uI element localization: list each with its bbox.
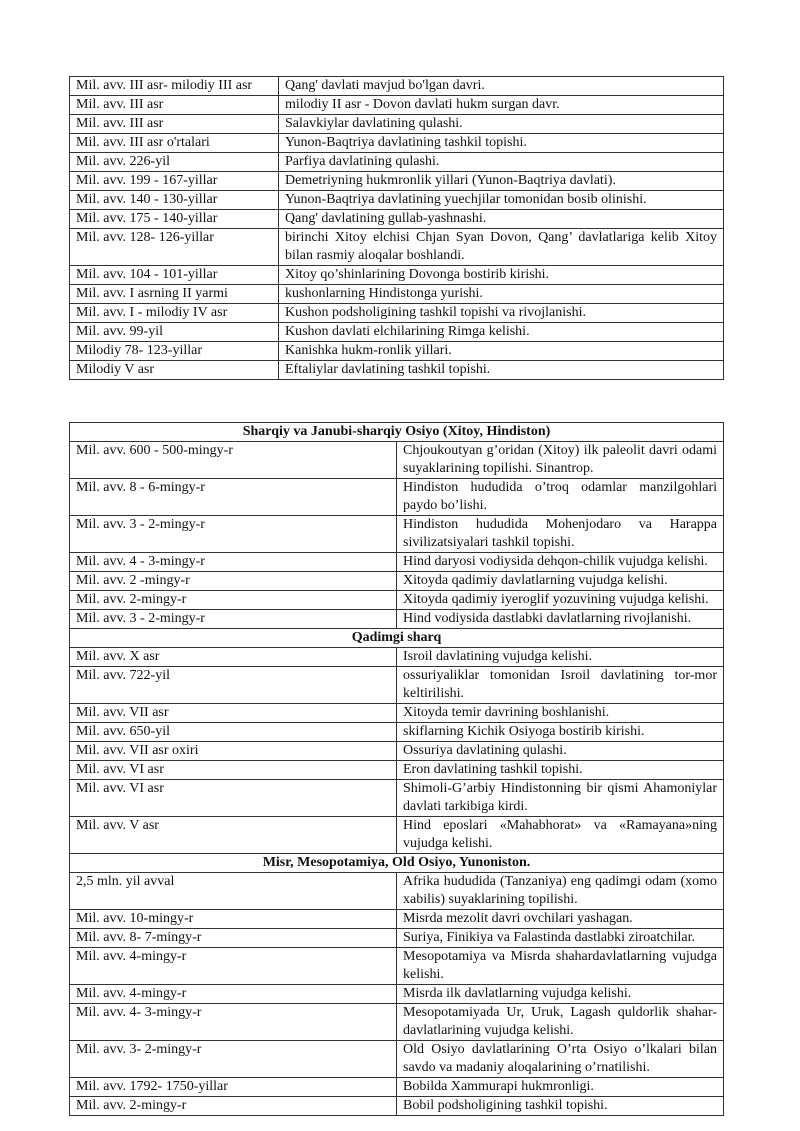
table-row bbox=[70, 742, 724, 761]
table-row bbox=[70, 266, 724, 285]
table-row bbox=[70, 910, 724, 929]
section-heading: Qadimgi sharq bbox=[70, 629, 724, 648]
date-cell: Mil. avv. V asr bbox=[70, 817, 397, 854]
event-cell: Xitoy qo’shinlarining Dovonga bostirib kirishi. bbox=[279, 266, 724, 285]
event-cell: Parfiya davlatining qulashi. bbox=[279, 153, 724, 172]
event-cell: Mesopotamiya va Misrda shahardavlatlarning vujudga kelishi. bbox=[397, 948, 724, 985]
table-row bbox=[70, 591, 724, 610]
event-cell: Hind daryosi vodiysida dehqon-chilik vujudga kelishi. bbox=[397, 553, 724, 572]
table-row bbox=[70, 948, 724, 985]
table-row bbox=[70, 667, 724, 704]
event-cell: ossuriyaliklar tomonidan Isroil davlatining tor-mor keltirilishi. bbox=[397, 667, 724, 704]
section-heading-row bbox=[70, 423, 724, 442]
chronology-table-central-asia bbox=[69, 76, 724, 380]
event-cell: Kushon podsholigining tashkil topishi va rivojlanishi. bbox=[279, 304, 724, 323]
event-cell: Eftaliylar davlatining tashkil topishi. bbox=[279, 361, 724, 380]
table-row bbox=[70, 648, 724, 667]
table-row bbox=[70, 361, 724, 380]
section-heading-row bbox=[70, 629, 724, 648]
table-row bbox=[70, 553, 724, 572]
date-cell: Mil. avv. III asr o'rtalari bbox=[70, 134, 279, 153]
table-row bbox=[70, 929, 724, 948]
date-cell: Mil. avv. VII asr bbox=[70, 704, 397, 723]
event-cell: Hindiston hududida o’troq odamlar manzilgohlari paydo bo’lishi. bbox=[397, 479, 724, 516]
event-cell: Hindiston hududida Mohenjodaro va Harappa sivilizatsiyalari tashkil topishi. bbox=[397, 516, 724, 553]
date-cell: 2,5 mln. yil avval bbox=[70, 873, 397, 910]
chronology-table-ancient-east bbox=[69, 422, 724, 1116]
table-row bbox=[70, 780, 724, 817]
date-cell: Mil. avv. 104 - 101-yillar bbox=[70, 266, 279, 285]
event-cell: Isroil davlatining vujudga kelishi. bbox=[397, 648, 724, 667]
table-row bbox=[70, 115, 724, 134]
table-row bbox=[70, 817, 724, 854]
event-cell: skiflarning Kichik Osiyoga bostirib kirishi. bbox=[397, 723, 724, 742]
table-row bbox=[70, 610, 724, 629]
table-row bbox=[70, 96, 724, 115]
table-row bbox=[70, 77, 724, 96]
section-heading: Misr, Mesopotamiya, Old Osiyo, Yunoniston. bbox=[70, 854, 724, 873]
date-cell: Mil. avv. III asr bbox=[70, 96, 279, 115]
date-cell: Mil. avv. 3 - 2-mingy-r bbox=[70, 516, 397, 553]
table-row bbox=[70, 191, 724, 210]
table-row bbox=[70, 442, 724, 479]
event-cell: Yunon-Baqtriya davlatining tashkil topishi. bbox=[279, 134, 724, 153]
date-cell: Mil. avv. X asr bbox=[70, 648, 397, 667]
date-cell: Mil. avv. 4- 3-mingy-r bbox=[70, 1004, 397, 1041]
date-cell: Mil. avv. 4-mingy-r bbox=[70, 948, 397, 985]
date-cell: Mil. avv. I - milodiy IV asr bbox=[70, 304, 279, 323]
event-cell: Shimoli-G’arbiy Hindistonning bir qismi Ahamoniylar davlati tarkibiga kirdi. bbox=[397, 780, 724, 817]
table-row bbox=[70, 1041, 724, 1078]
event-cell: Hind eposlari «Mahabhorat» va «Ramayana»ning vujudga kelishi. bbox=[397, 817, 724, 854]
date-cell: Mil. avv. 128- 126-yillar bbox=[70, 229, 279, 266]
table-row bbox=[70, 285, 724, 304]
date-cell: Mil. avv. VII asr oxiri bbox=[70, 742, 397, 761]
table-row bbox=[70, 479, 724, 516]
date-cell: Mil. avv. 8- 7-mingy-r bbox=[70, 929, 397, 948]
date-cell: Mil. avv. 226-yil bbox=[70, 153, 279, 172]
event-cell: Kanishka hukm-ronlik yillari. bbox=[279, 342, 724, 361]
event-cell: Chjoukoutyan g’oridan (Xitoy) ilk paleolit davri odami suyaklarining topilishi. Sinantrop. bbox=[397, 442, 724, 479]
table-row bbox=[70, 342, 724, 361]
date-cell: Mil. avv. 4 - 3-mingy-r bbox=[70, 553, 397, 572]
date-cell: Mil. avv. 3- 2-mingy-r bbox=[70, 1041, 397, 1078]
event-cell: Bobilda Xammurapi hukmronligi. bbox=[397, 1078, 724, 1097]
table-row bbox=[70, 1078, 724, 1097]
event-cell: Xitoyda temir davrining boshlanishi. bbox=[397, 704, 724, 723]
table-row bbox=[70, 134, 724, 153]
event-cell: Suriya, Finikiya va Falastinda dastlabki ziroatchilar. bbox=[397, 929, 724, 948]
date-cell: Mil. avv. 650-yil bbox=[70, 723, 397, 742]
date-cell: Mil. avv. 2-mingy-r bbox=[70, 591, 397, 610]
date-cell: Mil. avv. I asrning II yarmi bbox=[70, 285, 279, 304]
date-cell: Mil. avv. VI asr bbox=[70, 761, 397, 780]
date-cell: Milodiy V asr bbox=[70, 361, 279, 380]
event-cell: Bobil podsholigining tashkil topishi. bbox=[397, 1097, 724, 1116]
table-row bbox=[70, 516, 724, 553]
section-heading-row bbox=[70, 854, 724, 873]
date-cell: Milodiy 78- 123-yillar bbox=[70, 342, 279, 361]
date-cell: Mil. avv. III asr bbox=[70, 115, 279, 134]
date-cell: Mil. avv. 99-yil bbox=[70, 323, 279, 342]
date-cell: Mil. avv. VI asr bbox=[70, 780, 397, 817]
date-cell: Mil. avv. 2 -mingy-r bbox=[70, 572, 397, 591]
table-row bbox=[70, 873, 724, 910]
table-row bbox=[70, 723, 724, 742]
event-cell: Kushon davlati elchilarining Rimga kelishi. bbox=[279, 323, 724, 342]
event-cell: birinchi Xitoy elchisi Chjan Syan Dovon, Qang’ davlatlariga kelib Xitoy bilan rasmiy aloqalar boshlandi. bbox=[279, 229, 724, 266]
date-cell: Mil. avv. III asr- milodiy III asr bbox=[70, 77, 279, 96]
event-cell: Qang' davlati mavjud bo'lgan davri. bbox=[279, 77, 724, 96]
event-cell: Misrda ilk davlatlarning vujudga kelishi. bbox=[397, 985, 724, 1004]
table-row bbox=[70, 1097, 724, 1116]
date-cell: Mil. avv. 722-yil bbox=[70, 667, 397, 704]
table-row bbox=[70, 704, 724, 723]
event-cell: Salavkiylar davlatining qulashi. bbox=[279, 115, 724, 134]
event-cell: kushonlarning Hindistonga yurishi. bbox=[279, 285, 724, 304]
date-cell: Mil. avv. 10-mingy-r bbox=[70, 910, 397, 929]
event-cell: Xitoyda qadimiy davlatlarning vujudga kelishi. bbox=[397, 572, 724, 591]
date-cell: Mil. avv. 8 - 6-mingy-r bbox=[70, 479, 397, 516]
table-row bbox=[70, 304, 724, 323]
table-row bbox=[70, 572, 724, 591]
table-row bbox=[70, 172, 724, 191]
table-row bbox=[70, 210, 724, 229]
event-cell: Hind vodiysida dastlabki davlatlarning rivojlanishi. bbox=[397, 610, 724, 629]
event-cell: Yunon-Baqtriya davlatining yuechjilar tomonidan bosib olinishi. bbox=[279, 191, 724, 210]
table-row bbox=[70, 153, 724, 172]
table-row bbox=[70, 1004, 724, 1041]
table-row bbox=[70, 985, 724, 1004]
event-cell: Xitoyda qadimiy iyeroglif yozuvining vujudga kelishi. bbox=[397, 591, 724, 610]
event-cell: Demetriyning hukmronlik yillari (Yunon-Baqtriya davlati). bbox=[279, 172, 724, 191]
date-cell: Mil. avv. 4-mingy-r bbox=[70, 985, 397, 1004]
date-cell: Mil. avv. 600 - 500-mingy-r bbox=[70, 442, 397, 479]
date-cell: Mil. avv. 3 - 2-mingy-r bbox=[70, 610, 397, 629]
date-cell: Mil. avv. 140 - 130-yillar bbox=[70, 191, 279, 210]
table-row bbox=[70, 229, 724, 266]
event-cell: Qang' davlatining gullab-yashnashi. bbox=[279, 210, 724, 229]
event-cell: Eron davlatining tashkil topishi. bbox=[397, 761, 724, 780]
event-cell: Old Osiyo davlatlarining O’rta Osiyo o’lkalari bilan savdo va madaniy aloqalarining o’rnatilishi. bbox=[397, 1041, 724, 1078]
date-cell: Mil. avv. 2-mingy-r bbox=[70, 1097, 397, 1116]
date-cell: Mil. avv. 1792- 1750-yillar bbox=[70, 1078, 397, 1097]
table-row bbox=[70, 761, 724, 780]
event-cell: Ossuriya davlatining qulashi. bbox=[397, 742, 724, 761]
event-cell: Mesopotamiyada Ur, Uruk, Lagash quldorlik shahar-davlatlarining vujudga kelishi. bbox=[397, 1004, 724, 1041]
table-row bbox=[70, 323, 724, 342]
section-heading: Sharqiy va Janubi-sharqiy Osiyo (Xitoy, Hindiston) bbox=[70, 423, 724, 442]
date-cell: Mil. avv. 199 - 167-yillar bbox=[70, 172, 279, 191]
date-cell: Mil. avv. 175 - 140-yillar bbox=[70, 210, 279, 229]
event-cell: Afrika hududida (Tanzaniya) eng qadimgi odam (xomo xabilis) suyaklarining topilishi. bbox=[397, 873, 724, 910]
event-cell: Misrda mezolit davri ovchilari yashagan. bbox=[397, 910, 724, 929]
event-cell: milodiy II asr - Dovon davlati hukm surgan davr. bbox=[279, 96, 724, 115]
